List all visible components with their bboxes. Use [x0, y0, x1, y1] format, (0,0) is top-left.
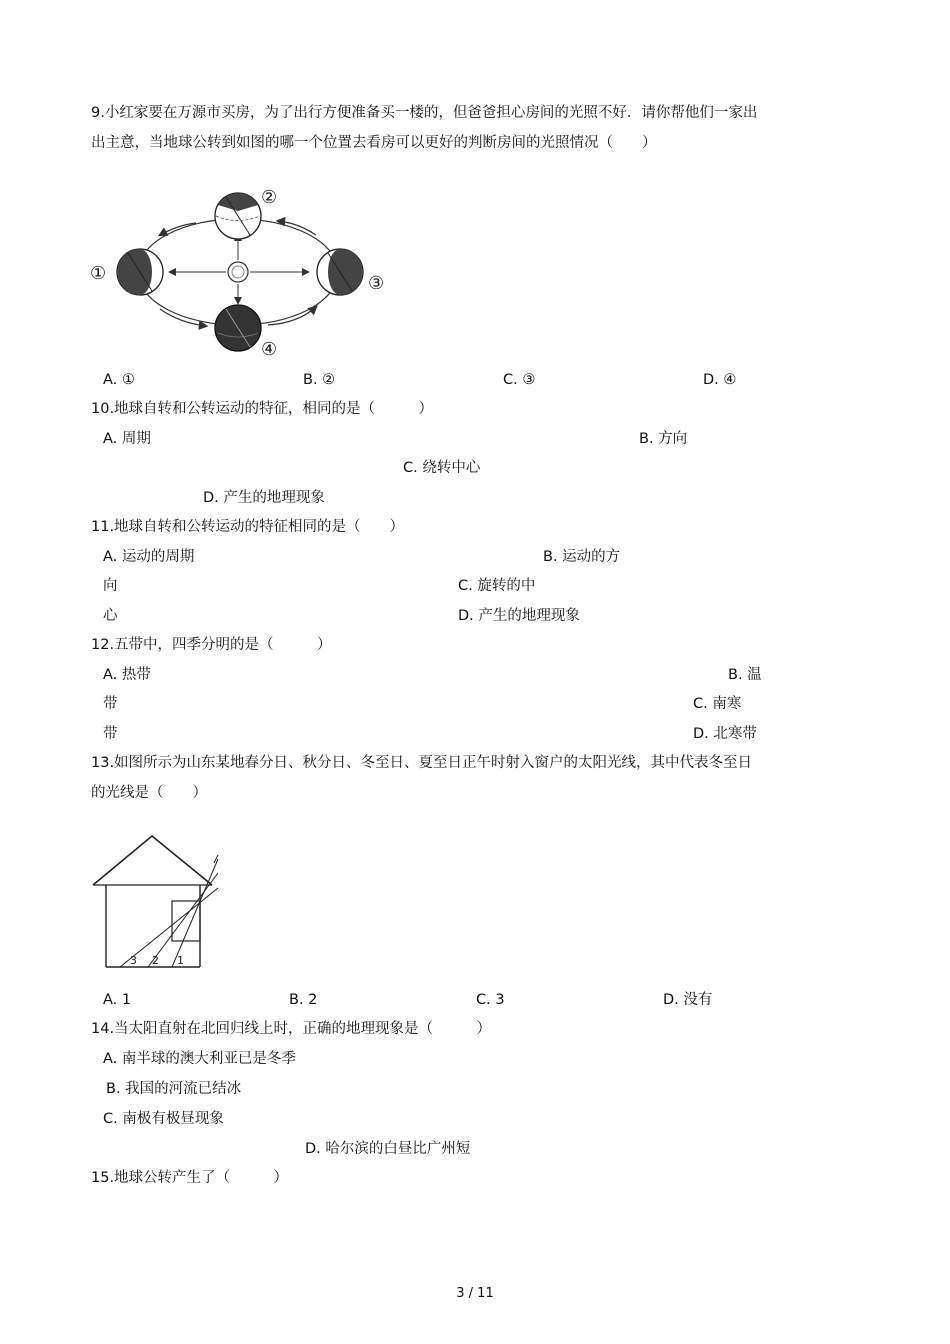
q12-stem: 12.五带中，四季分明的是（ ）: [91, 637, 332, 653]
q12-option-c-wrap: 带: [103, 726, 118, 742]
q14-option-d[interactable]: D. 哈尔滨的白昼比广州短: [305, 1141, 471, 1157]
earth-position-4-icon: [215, 305, 261, 351]
earth-position-1-icon: [117, 249, 163, 295]
earth-position-2-icon: [215, 193, 261, 239]
ray-label-1: 1: [177, 954, 184, 967]
figure-label-4: ④: [261, 339, 278, 360]
q9-option-b[interactable]: B. ②: [303, 372, 336, 388]
figure-label-2: ②: [261, 187, 278, 208]
q15-stem: 15.地球公转产生了（ ）: [91, 1170, 289, 1186]
q11-option-a[interactable]: A. 运动的周期: [103, 549, 195, 565]
q9-option-a[interactable]: A. ①: [103, 372, 135, 388]
q11-option-b[interactable]: B. 运动的方: [543, 549, 621, 565]
ray-label-2: 2: [152, 954, 159, 967]
q9-option-c[interactable]: C. ③: [503, 372, 536, 388]
q12-option-b-wrap: 带: [103, 696, 118, 712]
q9-stem-line2: 出主意，当地球公转到如图的哪一个位置去看房可以更好的判断房间的光照情况（ ）: [91, 135, 657, 151]
q12-option-c[interactable]: C. 南寒: [693, 696, 742, 712]
q11-option-b-wrap: 向: [103, 578, 118, 594]
page-number: 3 / 11: [456, 1286, 494, 1301]
q11-option-d[interactable]: D. 产生的地理现象: [458, 608, 580, 624]
q14-option-c[interactable]: C. 南极有极昼现象: [103, 1111, 224, 1127]
q12-option-d[interactable]: D. 北寒带: [693, 726, 757, 742]
q11-stem: 11.地球自转和公转运动的特征相同的是（ ）: [91, 519, 405, 535]
ray-label-3: 3: [130, 954, 137, 967]
q13-option-d[interactable]: D. 没有: [663, 992, 713, 1008]
earth-orbit-figure: [88, 183, 393, 363]
q13-option-a[interactable]: A. 1: [103, 992, 132, 1008]
house-sunlight-figure: [90, 833, 225, 971]
sun-icon: [228, 262, 248, 282]
q9-option-d[interactable]: D. ④: [703, 372, 737, 388]
q13-stem-line1: 13.如图所示为山东某地春分日、秋分日、冬至日、夏至日正午时射入窗户的太阳光线，其中代表冬至日: [91, 755, 753, 771]
q14-option-b[interactable]: B. 我国的河流已结冰: [106, 1081, 242, 1097]
q10-stem: 10.地球自转和公转运动的特征，相同的是（ ）: [91, 401, 434, 417]
q11-option-c[interactable]: C. 旋转的中: [458, 578, 536, 594]
q10-option-b[interactable]: B. 方向: [639, 431, 688, 447]
q10-option-a[interactable]: A. 周期: [103, 431, 151, 447]
q9-stem-line1: 9.小红家要在万源市买房，为了出行方便准备买一楼的，但爸爸担心房间的光照不好．请你帮他们一家出: [91, 105, 758, 121]
figure-label-3: ③: [368, 273, 385, 294]
q10-option-d[interactable]: D. 产生的地理现象: [203, 490, 325, 506]
figure-label-1: ①: [90, 263, 107, 284]
q14-stem: 14.当太阳直射在北回归线上时，正确的地理现象是（ ）: [91, 1021, 492, 1037]
q14-option-a[interactable]: A. 南半球的澳大利亚已是冬季: [103, 1051, 296, 1067]
q12-option-b[interactable]: B. 温: [728, 667, 762, 683]
q13-stem-line2: 的光线是（ ）: [91, 785, 207, 801]
house-roof: [93, 836, 212, 885]
earth-position-3-icon: [317, 249, 363, 295]
q10-option-c[interactable]: C. 绕转中心: [403, 460, 481, 476]
q13-option-b[interactable]: B. 2: [289, 992, 318, 1008]
q13-option-c[interactable]: C. 3: [476, 992, 505, 1008]
q11-option-c-wrap: 心: [103, 608, 118, 624]
q12-option-a[interactable]: A. 热带: [103, 667, 151, 683]
